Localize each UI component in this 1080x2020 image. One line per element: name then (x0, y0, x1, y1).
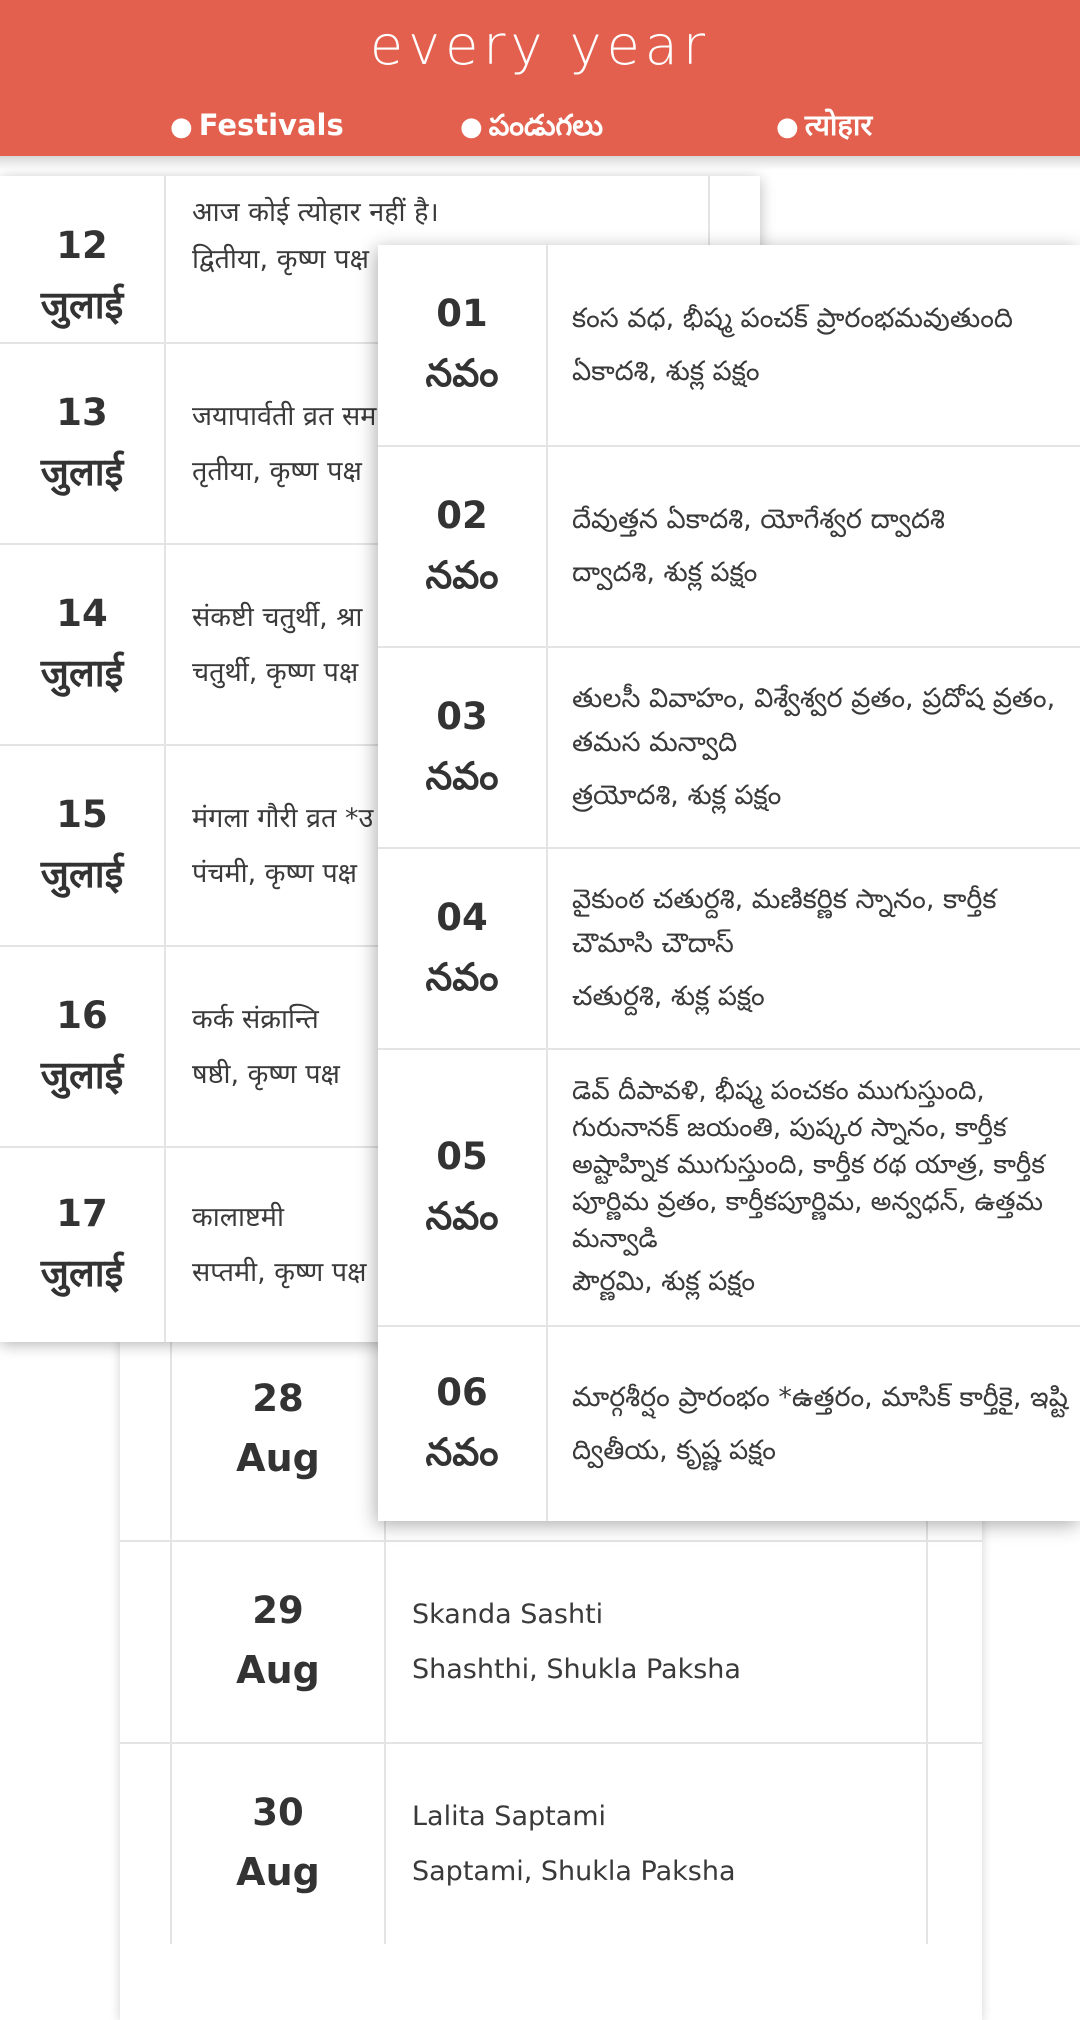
date-day: 29 (252, 1589, 304, 1632)
date-cell (0, 947, 166, 1146)
date-month: Aug (236, 1648, 320, 1692)
date-month: నవం (425, 552, 499, 597)
date-day: 12 (56, 223, 108, 267)
tab-label: పండుగలు (488, 108, 604, 142)
date-cell (170, 1744, 386, 1944)
bullet-icon: ● (460, 112, 483, 142)
date-cell (170, 1320, 386, 1540)
festival-name: कर्क संक्रान्ति (192, 1003, 319, 1035)
date-day: 01 (436, 292, 488, 335)
tithi-text: सप्तमी, कृष्ण पक्ष (192, 1257, 367, 1288)
date-day: 17 (56, 1192, 108, 1235)
date-month: जुलाई (40, 449, 124, 494)
date-day: 13 (56, 390, 108, 434)
date-cell (0, 344, 166, 543)
date-month: నవం (425, 954, 499, 999)
festival-info (548, 447, 1080, 646)
date-day: 04 (436, 895, 488, 939)
header-shadow (0, 156, 1080, 170)
date-cell (378, 1050, 548, 1325)
festival-row[interactable] (378, 245, 1080, 445)
date-month: जुलाई (40, 851, 124, 896)
festival-row[interactable] (378, 1048, 1080, 1325)
festival-name: जयापार्वती व्रत सम (192, 400, 377, 432)
tithi-text: ద్వాదశి, శుక్ల పక్షం (572, 557, 758, 588)
date-day: 05 (436, 1134, 488, 1178)
festival-info (548, 245, 1080, 445)
date-cell (170, 1542, 386, 1742)
date-cell (378, 849, 548, 1048)
date-month: నవం (425, 351, 499, 395)
date-month: నవం (425, 753, 499, 798)
festival-info (548, 849, 1080, 1048)
date-day: 06 (436, 1371, 488, 1414)
festival-info (548, 1050, 1080, 1325)
bullet-icon: ● (776, 112, 799, 142)
date-month: जुलाई (40, 282, 124, 327)
festival-name: कालाष्टमी (192, 1202, 284, 1233)
tithi-text: चतुर्थी, कृष्ण पक्ष (192, 656, 359, 688)
date-day: 30 (252, 1791, 304, 1834)
festival-row[interactable] (378, 445, 1080, 646)
festival-row[interactable] (120, 1540, 982, 1742)
app-header (0, 0, 1080, 156)
tab-festivals[interactable] (170, 100, 344, 152)
festival-row[interactable] (378, 847, 1080, 1048)
festival-name: మార్గశీర్షం ప్రారంభం *ఉత్తరం, మాసిక్ కార్తీకై, ఇష్టి (572, 1381, 1068, 1413)
date-cell (378, 447, 548, 646)
festival-name: తులసీ వివాహం, విశ్వేశ్వర వ్రతం, ప్రదోష వ్రతం, తమస మన్వాది (572, 683, 1056, 758)
date-cell (0, 1148, 166, 1342)
tab-telugu-festivals[interactable] (460, 100, 603, 152)
festival-name: దేవుత్తన ఏకాదశి, యోగేశ్వర ద్వాదశి (572, 504, 945, 535)
festival-name: संकष्टी चतुर्थी, श्रा (192, 601, 363, 633)
tithi-text: ఏకాదశి, శుక్ల పక్షం (572, 355, 760, 387)
app-title: every year (369, 14, 711, 77)
date-month: Aug (236, 1436, 320, 1480)
date-cell (0, 545, 166, 744)
festival-info (386, 1744, 928, 1944)
date-month: जुलाई (40, 1251, 124, 1295)
tithi-text: पंचमी, कृष्ण पक्ष (192, 857, 358, 889)
date-month: जुलाई (40, 650, 124, 695)
festival-row[interactable] (120, 1742, 982, 1944)
festival-info (548, 1327, 1080, 1521)
tithi-text: Shashthi, Shukla Paksha (412, 1654, 741, 1685)
festival-name: వైకుంఠ చతుర్దశి, మణికర్ణిక స్నానం, కార్తీక చౌమాసి చౌదాస్ (572, 884, 997, 959)
bullet-icon: ● (170, 112, 193, 142)
tithi-text: Saptami, Shukla Paksha (412, 1856, 736, 1887)
tab-label: त्योहार (804, 108, 873, 142)
tithi-text: త్రయోదశి, శుక్ల పక్షం (572, 780, 782, 811)
date-day: 14 (56, 591, 108, 635)
festival-row[interactable] (378, 646, 1080, 847)
telugu-festival-card[interactable] (378, 245, 1080, 1521)
date-day: 16 (56, 993, 108, 1037)
date-cell (378, 245, 548, 445)
tithi-text: ద్వితీయ, కృష్ణ పక్షం (572, 1434, 776, 1466)
tithi-text: द्वितीया, कृष्ण पक्ष (192, 244, 369, 275)
date-month: जुलाई (40, 1052, 124, 1097)
tithi-text: तृतीया, कृष्ण पक्ष (192, 455, 362, 487)
festival-name: मंगला गौरी व्रत *उ (192, 802, 374, 834)
tithi-text: षष्ठी, कृष्ण पक्ष (192, 1058, 340, 1090)
date-day: 28 (252, 1377, 304, 1420)
festival-name: Skanda Sashti (412, 1599, 604, 1630)
tithi-text: చతుర్దశి, శుక్ల పక్షం (572, 981, 765, 1012)
festival-info (386, 1542, 928, 1742)
date-day: 15 (56, 792, 108, 836)
festival-info (548, 648, 1080, 847)
festival-name: Lalita Saptami (412, 1801, 607, 1832)
date-month: నవం (425, 1430, 499, 1474)
date-month: Aug (236, 1850, 320, 1894)
date-cell (378, 1327, 548, 1521)
festival-name: కంస వధ, భీష్మ పంచక్ ప్రారంభమవుతుంది (572, 302, 1013, 334)
date-cell (0, 746, 166, 945)
date-day: 03 (436, 694, 488, 738)
date-cell (378, 648, 548, 847)
tab-hindi-festivals[interactable] (776, 100, 872, 152)
festival-name: आज कोई त्योहार नहीं है। (192, 197, 439, 228)
tithi-text: పౌర్ణమి, శుక్ల పక్షం (572, 1266, 756, 1297)
festival-name: డెవ్ దీపావళి, భీష్మ పంచకం ముగుస్తుంది, గురునానక్ జయంతి, పుష్కర స్నానం, కార్తీక అష్టాహ్నిక ముగుస్తుంది, కార్తీక రథ యాత్ర, కార్తీక పూర్ణిమ వ్రతం, కార్తీకపూర్ణిమ, అన్వధన్, ఉత్తమ మన్వాడి (572, 1076, 1045, 1254)
date-month: నవం (425, 1193, 499, 1238)
date-day: 02 (436, 493, 488, 537)
festival-row[interactable] (378, 1325, 1080, 1521)
tab-label: Festivals (198, 108, 344, 142)
